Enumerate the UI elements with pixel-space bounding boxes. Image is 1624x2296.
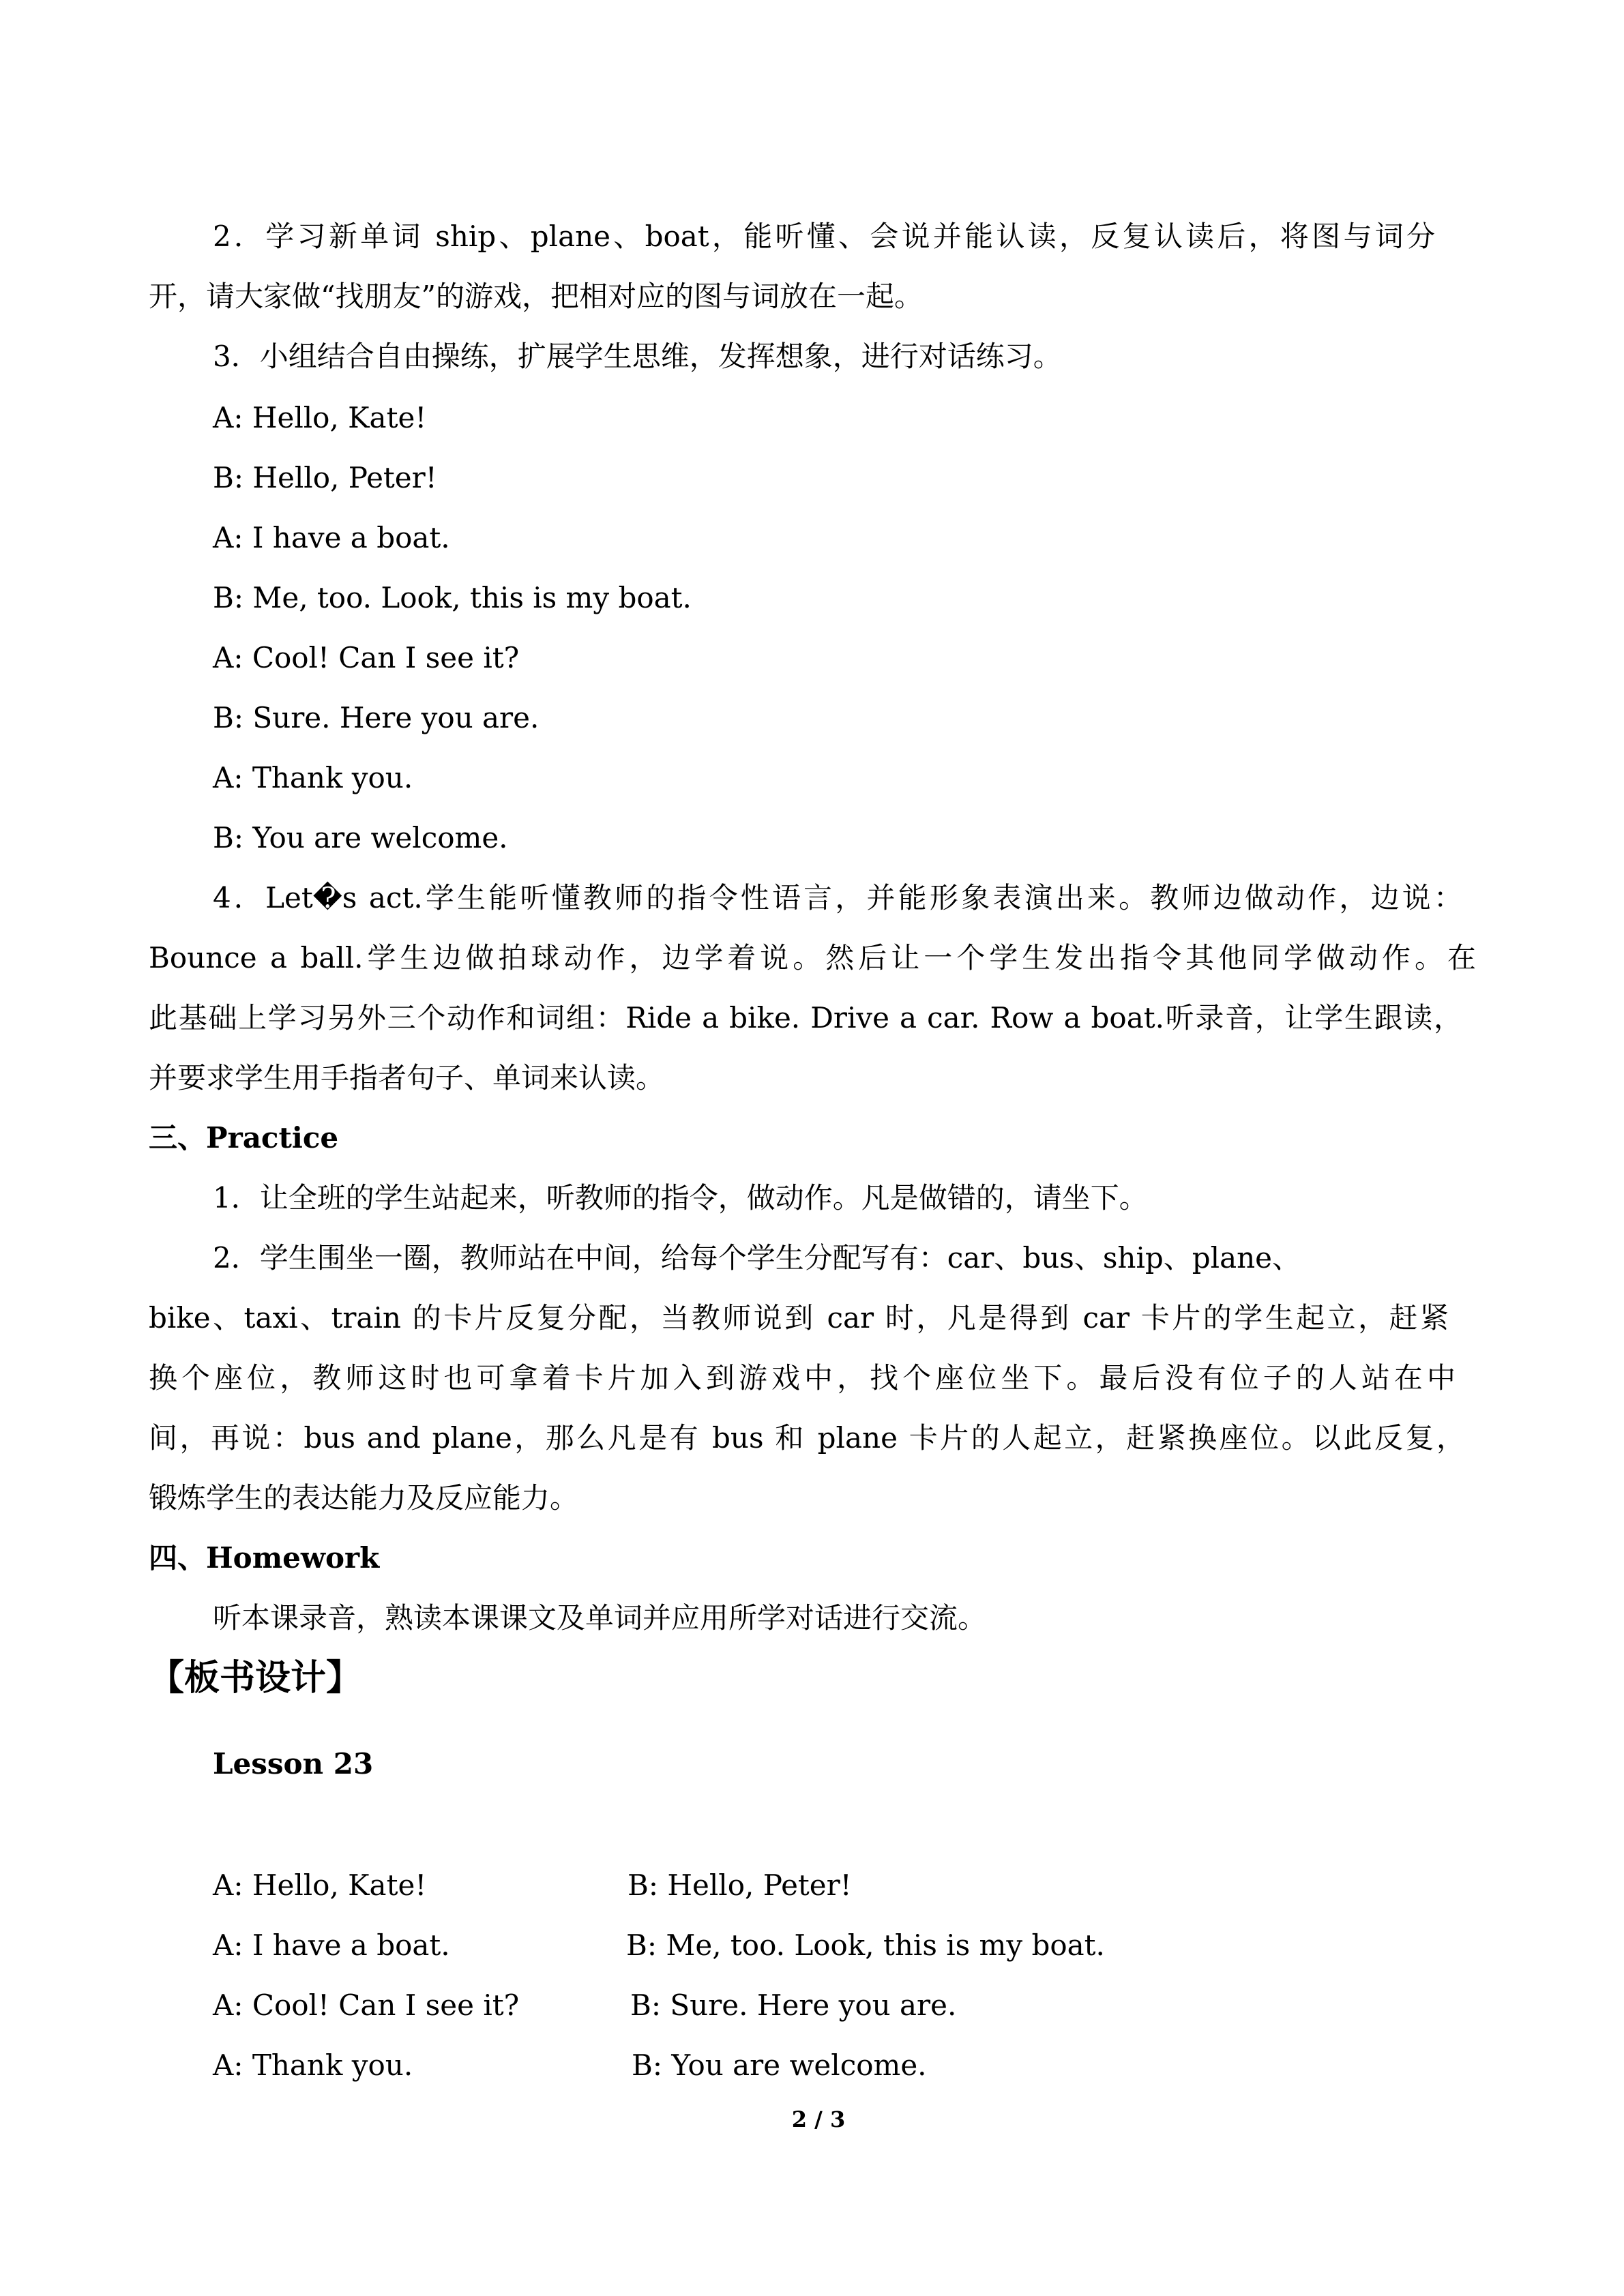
paragraph-4-line-1: 4．Let�s act.学生能听懂教师的指令性语言，并能形象表演出来。教师边做动作，边说：	[213, 881, 1462, 914]
practice-item-2-line-4: 间，再说：bus and plane，那么凡是有 bus 和 plane 卡片的人起立，赶紧换座位。以此反复，	[149, 1421, 1465, 1455]
board-row-a: A: Cool! Can I see it?	[213, 1988, 520, 2022]
board-row-b: B: Sure. Here you are.	[630, 1988, 957, 2022]
paragraph-4-line-2: Bounce a ball.学生边做拍球动作，边学着说。然后让一个学生发出指令其他同学做动作。在	[149, 941, 1476, 974]
dialogue-line: B: Me, too. Look, this is my boat.	[213, 581, 692, 614]
board-row-a: A: Thank you.	[213, 2048, 413, 2082]
paragraph-4-line-3: 此基础上学习另外三个动作和词组：Ride a bike. Drive a car. Row a boat.听录音，让学生跟读，	[149, 1001, 1462, 1034]
section-heading-practice: 三、Practice	[149, 1121, 339, 1154]
paragraph-3: 3．小组结合自由操练，扩展学生思维，发挥想象，进行对话练习。	[213, 340, 1062, 373]
paragraph-2-line-1: 2．学习新单词 ship、plane、boat，能听懂、会说并能认读，反复认读后，将图与词分	[213, 220, 1435, 253]
practice-item-2-line-1: 2．学生围坐一圈，教师站在中间，给每个学生分配写有：car、bus、ship、plane、	[213, 1241, 1301, 1274]
practice-item-2-line-5: 锻炼学生的表达能力及反应能力。	[149, 1481, 579, 1515]
practice-item-2-line-2: bike、taxi、train 的卡片反复分配，当教师说到 car 时，凡是得到 car 卡片的学生起立，赶紧	[149, 1301, 1449, 1335]
dialogue-line: B: You are welcome.	[213, 821, 508, 854]
paragraph-2-line-2: 开，请大家做“找朋友”的游戏，把相对应的图与词放在一起。	[149, 280, 923, 313]
board-row-b: B: You are welcome.	[632, 2048, 927, 2082]
paragraph-4-line-4: 并要求学生用手指者句子、单词来认读。	[149, 1061, 665, 1094]
page-number: 2 / 3	[791, 2106, 846, 2132]
dialogue-line: A: Cool! Can I see it?	[213, 641, 520, 674]
homework-text: 听本课录音，熟读本课课文及单词并应用所学对话进行交流。	[213, 1601, 987, 1635]
board-row-a: A: I have a boat.	[213, 1928, 450, 1962]
section-heading-homework: 四、Homework	[149, 1541, 380, 1575]
practice-item-2-line-3: 换个座位，教师这时也可拿着卡片加入到游戏中，找个座位坐下。最后没有位子的人站在中	[149, 1361, 1456, 1395]
board-row-b: B: Me, too. Look, this is my boat.	[626, 1928, 1105, 1962]
dialogue-line: A: I have a boat.	[213, 521, 450, 554]
dialogue-line: B: Hello, Peter!	[213, 461, 437, 494]
dialogue-line: B: Sure. Here you are.	[213, 701, 540, 734]
lesson-title: Lesson 23	[213, 1747, 374, 1780]
board-design-heading: 【板书设计】	[149, 1657, 362, 1699]
board-row-a: A: Hello, Kate!	[213, 1868, 427, 1902]
practice-item-1: 1．让全班的学生站起来，听教师的指令，做动作。凡是做错的，请坐下。	[213, 1181, 1148, 1214]
board-row-b: B: Hello, Peter!	[628, 1868, 852, 1902]
dialogue-line: A: Hello, Kate!	[213, 401, 427, 434]
dialogue-line: A: Thank you.	[213, 761, 413, 794]
